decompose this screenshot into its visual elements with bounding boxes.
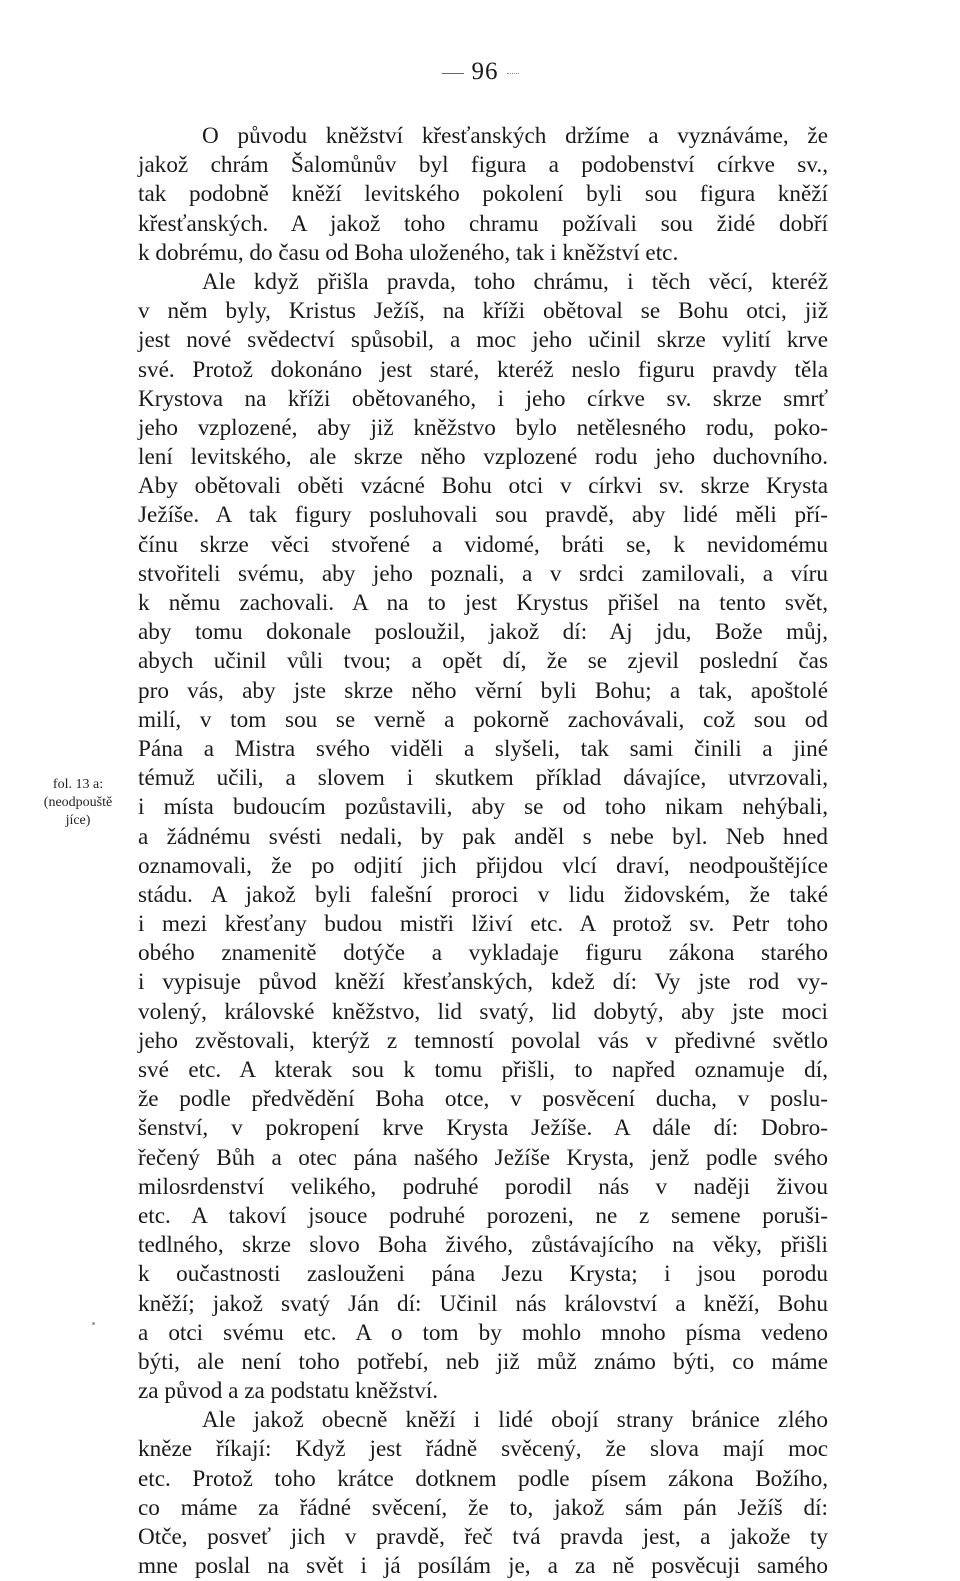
text-line: k dobrému, do času od Boha uloženého, tak i kněžství etc. (138, 239, 679, 266)
text-line: stvořiteli svému, aby jeho poznali, a v srdci zamilovali, a víru (138, 560, 828, 587)
text-line: a žádnému svésti nedali, by pak anděl s nebe byl. Neb hned (138, 823, 828, 850)
text-line: milosrdenství velikého, podruhé porodil nás v naději živou (138, 1173, 828, 1200)
text-line: k němu zachovali. A na to jest Krystus přišel na tento svět, (138, 590, 828, 616)
text-line: Pána a Mistra svého viděli a slyšeli, tak sami činili a jiné (138, 735, 828, 762)
text-line: řečený Bůh a otec pána našého Ježíše Krysta, jenž podle svého (138, 1144, 828, 1171)
text-line: za původ a za podstatu kněžství. (138, 1378, 439, 1405)
text-line: v něm byly, Kristus Ježíš, na kříži obětoval se Bohu otci, již (138, 298, 828, 325)
text-line: Krystova na kříži obětovaného, i jeho církve sv. skrze smrť (138, 385, 828, 412)
text-line: býti, ale není toho potřebí, neb již můž známo býti, co máme (138, 1348, 828, 1375)
text-line: oznamovali, že po odjití jich přijdou vlcí draví, neodpouštějíce (138, 852, 828, 879)
page-number-row (0, 58, 960, 86)
text-line: Ale jakož obecně kněží i lidé obojí strany bránice zlého (202, 1407, 828, 1434)
text-line: šenství, v pokropení krve Krysta Ježíše. A dále dí: Dobro- (138, 1115, 828, 1142)
text-line: kněží; jakož svatý Ján dí: Učinil nás království a kněží, Bohu (138, 1290, 828, 1317)
text-line: i mezi křesťany budou mistři lživí etc. A protož sv. Petr toho (138, 911, 828, 938)
text-line: jeho vzplozené, aby již kněžstvo bylo netělesného rodu, poko- (138, 414, 828, 441)
text-line: O původu kněžství křesťanských držíme a vyznáváme, že (202, 123, 828, 149)
text-line: abych učinil vůli tvou; a opět dí, že se zjevil poslední čas (138, 648, 828, 675)
text-line: volený, královské kněžstvo, lid svatý, lid dobytý, aby jste moci (138, 998, 828, 1025)
text-line: jeho zvěstovali, kterýž z temností povolal vás v předivné světlo (138, 1027, 828, 1054)
text-line: pro vás, aby jste skrze něho věrní byli Bohu; a tak, apoštolé (138, 677, 828, 704)
text-line: Ale když přišla pravda, toho chrámu, i těch věcí, kteréž (202, 268, 828, 295)
text-line: tak podobně kněží levitského pokolení byli sou figura kněží (138, 181, 828, 208)
text-line: aby tomu dokonale posloužil, jakož dí: Aj jdu, Bože můj, (138, 619, 828, 646)
text-line: lení levitského, ale skrze něho vzplozené rodu jeho duchovního. (138, 444, 828, 471)
text-line: etc. A takoví jsouce podruhé porozeni, ne z semene poruši- (138, 1202, 828, 1229)
text-line: stádu. A jakož byli falešní proroci v lidu židovském, že také (138, 881, 828, 908)
margin-note-line: fol. 13 a: (52, 777, 104, 792)
text-line: co máme za řádné svěcení, že to, jakož sám pán Ježíš dí: (138, 1494, 828, 1521)
text-line: jest nové svědectví spůsobil, a moc jeho učinil skrze vylití krve (138, 327, 828, 354)
text-line: Aby obětovali oběti vzácné Bohu otci v církvi sv. skrze Krysta (138, 473, 828, 500)
page-number-dash-right (507, 73, 519, 74)
paper-speck (92, 1322, 95, 1325)
text-line: své. Protož dokonáno jest staré, kteréž neslo figuru pravdy těla (138, 356, 828, 383)
text-line: Otče, posveť jich v pravdě, řeč tvá pravda jest, a jakože ty (138, 1524, 828, 1550)
page-number: 96 (471, 58, 499, 85)
text-line: své etc. A kterak sou k tomu přišli, to napřed oznamuje dí, (138, 1057, 828, 1083)
text-line: že podle předvědění Boha otce, v posvěcení ducha, v poslu- (138, 1086, 828, 1113)
text-line: jakož chrám Šalomůnův byl figura a podobenství církve sv., (138, 152, 828, 179)
margin-note-line: (neodpouště (43, 795, 113, 810)
text-line: čínu skrze věci stvořené a vidomé, bráti se, k nevidomému (138, 531, 828, 558)
margin-note (20, 776, 136, 830)
margin-note-line: jíce) (65, 813, 91, 828)
text-line: k oučastnosti zaslouženi pána Jezu Krysta; i jsou porodu (138, 1261, 828, 1288)
body-text (138, 122, 828, 1581)
text-line: a otci svému etc. A o tom by mohlo mnoho písma vedeno (138, 1319, 828, 1346)
text-line: mne poslal na svět i já posílám je, a za ně posvěcuji samého (138, 1553, 828, 1580)
text-line: Ježíše. A tak figury posluhovali sou pravdě, aby lidé měli pří- (138, 502, 828, 529)
text-line: témuž učili, a slovem i skutkem příklad dávajíce, utvrzovali, (138, 765, 828, 792)
text-line: kněze říkají: Když jest řádně svěcený, že slova mají moc (138, 1436, 828, 1463)
text-line: i vypisuje původ kněží křesťanských, kdež dí: Vy jste rod vy- (138, 969, 828, 996)
text-line: tedlného, skrze slovo Boha živého, zůstávajícího na věky, přišli (138, 1232, 828, 1259)
text-line: i místa budoucím pozůstavili, aby se od toho nikam nehýbali, (138, 794, 828, 821)
page-number-dash-left (442, 73, 464, 74)
text-line: obého znamenitě dotýče a vykladaje figuru zákona starého (138, 940, 828, 967)
text-line: etc. Protož toho krátce dotknem podle písem zákona Božího, (138, 1465, 828, 1492)
text-line: milí, v tom sou se verně a pokorně zachovávali, což sou od (138, 706, 828, 733)
text-line: křesťanských. A jakož toho chramu požívali sou židé dobří (138, 210, 828, 237)
